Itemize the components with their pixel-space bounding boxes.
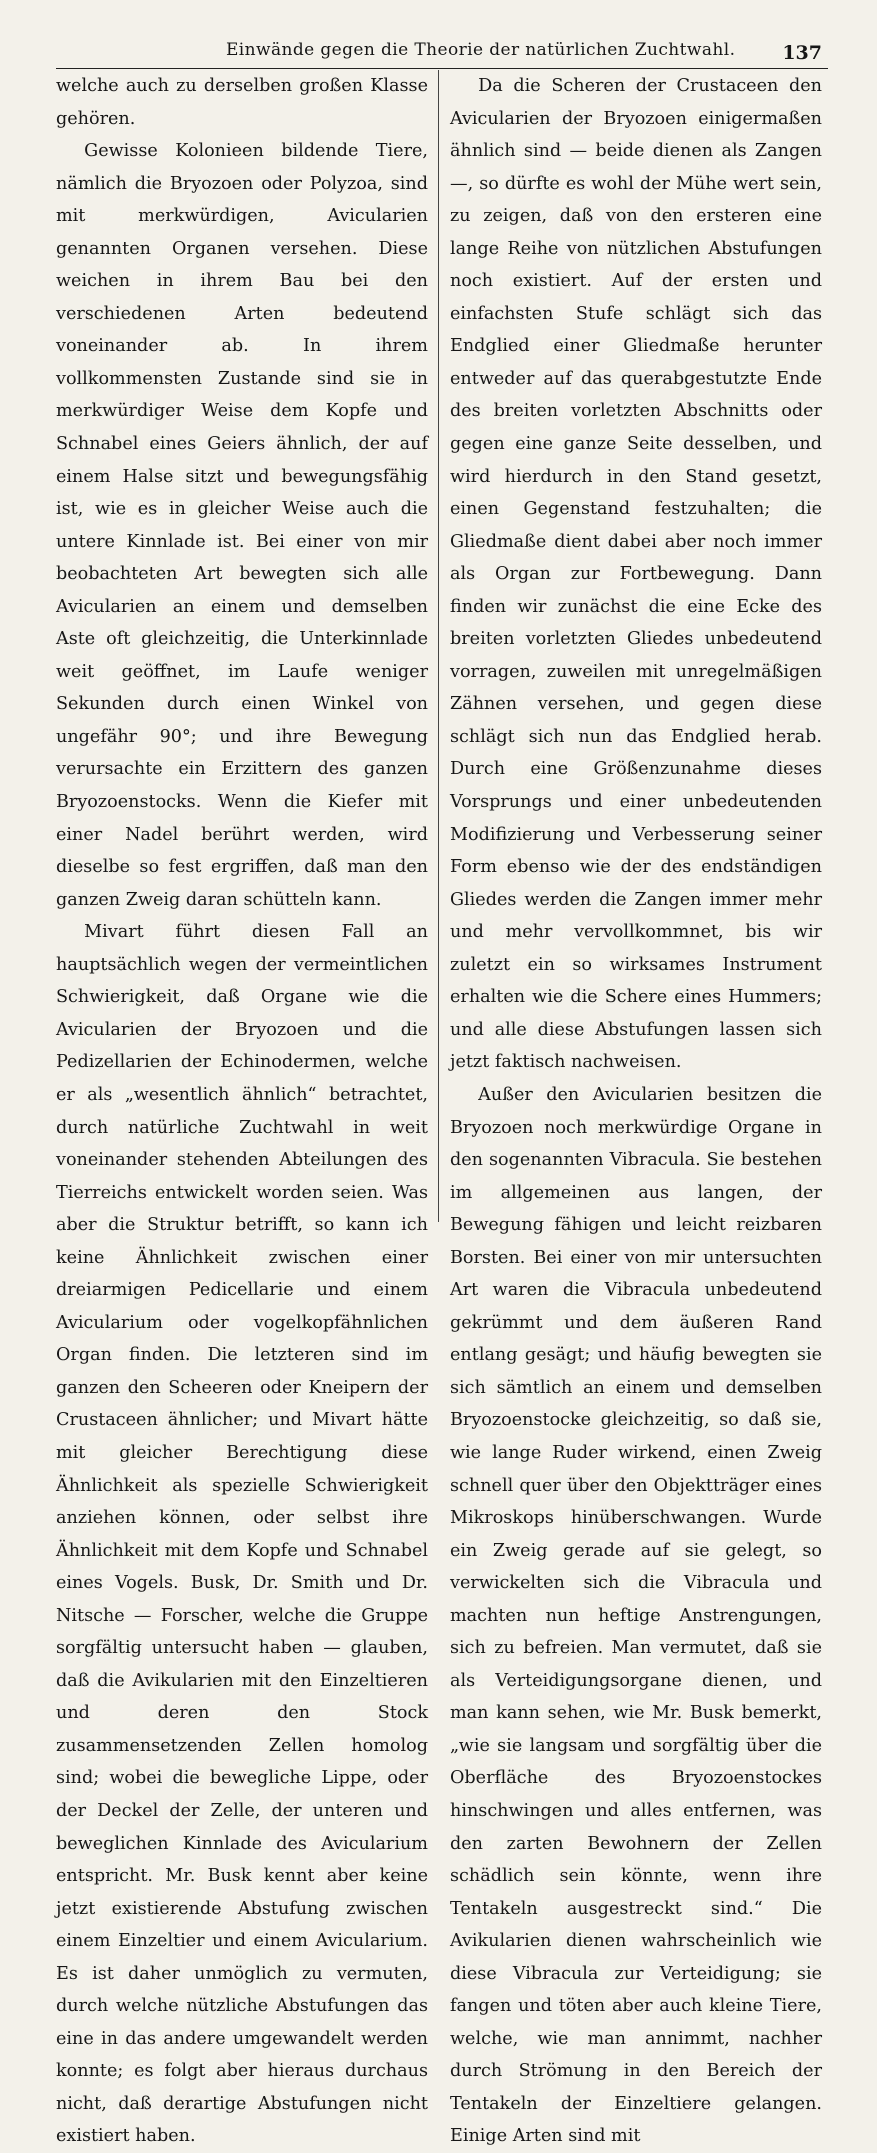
paragraph: welche auch zu derselben großen Klasse gehören.: [56, 76, 428, 129]
running-title: Einwände gegen die Theorie der natürlichen Zuchtwahl.: [226, 40, 736, 60]
paragraph: Außer den Avicularien besitzen die Bryozoen noch merkwürdige Organe in den sogenannten Vibracula. Sie bestehen im allgemeinen aus langen, der Bewegung fähigen und leicht reizbaren Borsten. Bei einer von mir untersuchten Art waren die Vibracula unbedeutend gekrümmt und dem äußeren Rand entlang gesägt; und häufig bewegten sie sich sämtlich an einem und demselben Bryozoenstocke gleichzeitig, so daß sie, wie lange Ruder wirkend, einen Zweig schnell quer über den Objektträger eines Mikroskops hinüberschwangen. Wurde ein Zweig gerade auf sie gelegt, so verwickelten sich die Vibracula und machten nun heftige Anstrengungen, sich zu befreien. Man vermutet, daß sie als Verteidigungsorgane dienen, und man kann sehen, wie Mr. Busk bemerkt, „wie sie langsam und sorgfältig über die Oberfläche des Bryozoenstockes hinschwingen und alles entfernen, was den zarten Bewohnern der Zellen schädlich sein könnte, wenn ihre Tentakeln ausgestreckt sind.“ Die Avikularien dienen wahrscheinlich wie diese Vibracula zur Verteidigung; sie fangen und töten aber auch kleine Tiere, welche, wie man annimmt, nachher durch Strömung in den Bereich der Tentakeln der Einzeltiere gelangen. Einige Arten sind mit: [450, 1084, 822, 2147]
paragraph: Mivart führt diesen Fall an hauptsächlich wegen der vermeintlichen Schwierigkeit, daß Organe wie die Avicularien der Bryozoen und die Pedizellarien der Echinodermen, welche er als „wesentlich ähnlich“ betrachtet, durch natürliche Zuchtwahl in weit voneinander stehenden Abteilungen des Tierreichs entwickelt worden seien. Was aber die Struktur betrifft, so kann ich keine Ähnlichkeit zwischen einer dreiarmigen Pedicellarie und einem Avicularium oder vogelkopfähnlichen Organ finden. Die letzteren sind im ganzen den Scheeren oder Kneipern der Crustaceen ähnlicher; und Mivart hätte mit gleicher Berechtigung diese Ähnlichkeit als spezielle Schwierigkeit anziehen können, oder selbst ihre Ähnlichkeit mit dem Kopfe und Schnabel eines Vogels. Busk, Dr. Smith und Dr. Nitsche — Forscher, welche die Gruppe sorgfältig untersucht haben — glauben, daß die Avikularien mit den Einzeltieren und deren den Stock zusammensetzenden Zellen homolog sind; wobei die bewegliche Lippe, oder der Deckel der Zelle, der unteren und beweglichen Kinnlade des Avicularium entspricht. Mr. Busk kennt aber keine jetzt existierende Abstufung zwischen einem Einzeltier und einem Avicularium. Es ist daher unmöglich zu vermuten, durch welche nützliche Abstufungen das eine in das andere umgewandelt werden konnte; es folgt aber hieraus durchaus nicht, daß derartige Abstufungen nicht existiert haben.: [56, 922, 428, 2147]
paragraph: Gewisse Kolonieen bildende Tiere, nämlich die Bryozoen oder Polyzoa, sind mit merkwürdigen, Avicularien genannten Organen versehen. Diese weichen in ihrem Bau bei den verschiedenen Arten bedeutend voneinander ab. In ihrem vollkommensten Zustande sind sie in merkwürdiger Weise dem Kopfe und Schnabel eines Geiers ähnlich, der auf einem Halse sitzt und bewegungsfähig ist, wie es in gleicher Weise auch die untere Kinnlade ist. Bei einer von mir beobachteten Art bewegten sich alle Avicularien an einem und demselben Aste oft gleichzeitig, die Unterkinnlade weit geöffnet, im Laufe weniger Sekunden durch einen Winkel von ungefähr 90°; und ihre Bewegung verursachte ein Erzittern des ganzen Bryozoenstocks. Wenn die Kiefer mit einer Nadel berührt werden, wird dieselbe so fest ergriffen, daß man den ganzen Zweig daran schütteln kann.: [56, 141, 428, 910]
page-number: 137: [782, 42, 822, 64]
left-column: [56, 70, 428, 2147]
right-column: [450, 70, 822, 2147]
paragraph: Da die Scheren der Crustaceen den Avicularien der Bryozoen einigermaßen ähnlich sind — beide dienen als Zangen —, so dürfte es wohl der Mühe wert sein, zu zeigen, daß von den ersteren eine lange Reihe von nützlichen Abstufungen noch existiert. Auf der ersten und einfachsten Stufe schlägt sich das Endglied einer Gliedmaße herunter entweder auf das querabgestutzte Ende des breiten vorletzten Abschnitts oder gegen eine ganze Seite desselben, und wird hierdurch in den Stand gesetzt, einen Gegenstand festzuhalten; die Gliedmaße dient dabei aber noch immer als Organ zur Fortbewegung. Dann finden wir zunächst die eine Ecke des breiten vorletzten Gliedes unbedeutend vorragen, zuweilen mit unregelmäßigen Zähnen versehen, und gegen diese schlägt sich nun das Endglied herab. Durch eine Größenzunahme dieses Vorsprungs und einer unbedeutenden Modifizierung und Verbesserung seiner Form ebenso wie der des endständigen Gliedes werden die Zangen immer mehr und mehr vervollkommnet, bis wir zuletzt ein so wirksames Instrument erhalten wie die Schere eines Hummers; und alle diese Abstufungen lassen sich jetzt faktisch nachweisen.: [450, 76, 822, 1073]
page-header: [56, 34, 828, 69]
column-divider: [438, 70, 439, 1222]
